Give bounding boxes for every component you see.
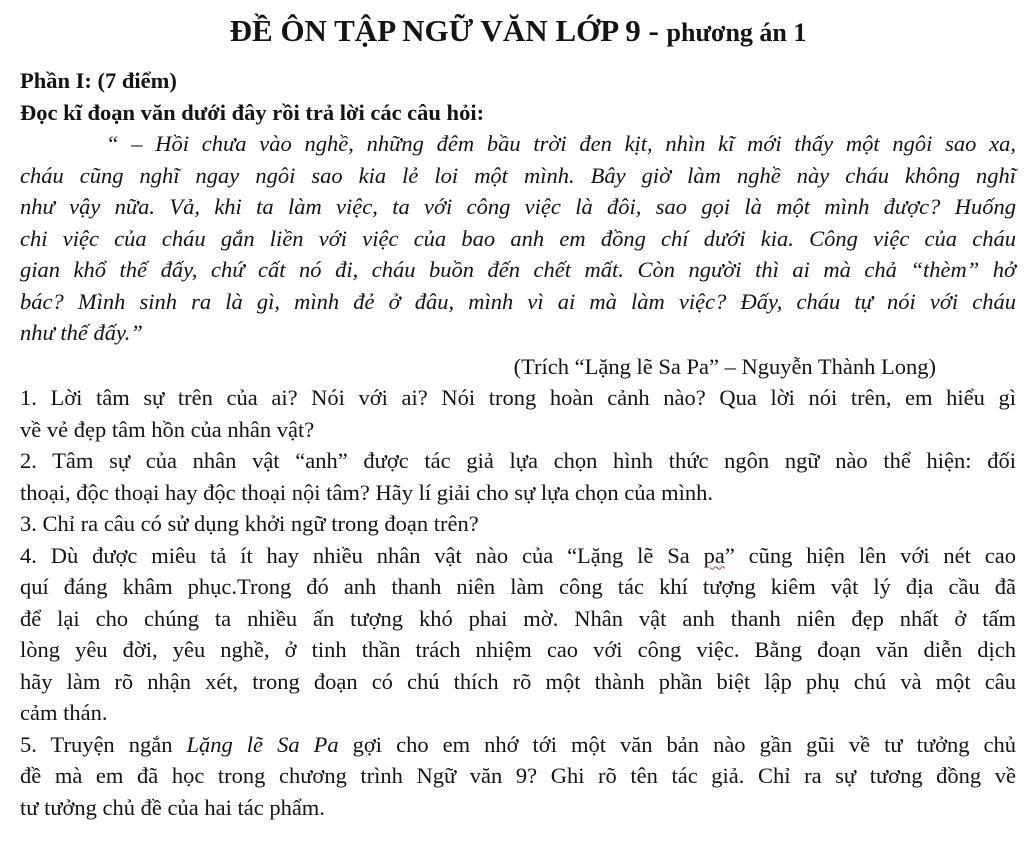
question-line: 3. Chỉ ra câu có sử dụng khởi ngữ trong đoạn trên? [20, 511, 479, 536]
question-line [20, 540, 1016, 572]
q5-text-before: 5. Truyện ngắn [20, 731, 187, 757]
q4-text-before: 4. Dù được miêu tả ít hay nhiều nhân vật nào của “Lặng lẽ Sa [20, 542, 704, 568]
question-line: lòng yêu đời, yêu nghề, ở tinh thần trách nhiệm cao với công việc. Bằng đoạn văn diễn dịch [20, 637, 1016, 662]
question-line: 1. Lời tâm sự trên của ai? Nói với ai? Nói trong hoàn cảnh nào? Qua lời nói trên, em hiểu gì [20, 385, 1016, 410]
question-line: 2. Tâm sự của nhân vật “anh” được tác giả lựa chọn hình thức ngôn ngữ nào thể hiện: đối [20, 448, 1016, 473]
part-heading: Phần I: (7 điểm) [20, 68, 177, 93]
passage-line: bác? Mình sinh ra là gì, mình đẻ ở đâu, mình vì ai mà làm việc? Đấy, cháu tự nói với cháu [20, 288, 1016, 314]
question-line: đề mà em đã học trong chương trình Ngữ văn 9? Ghi rõ tên tác giả. Chỉ ra sự tương đồng về [20, 763, 1016, 788]
q4-text-after: ” cũng hiện lên với nét cao [724, 542, 1016, 568]
question-line [20, 729, 1016, 761]
question-line: quí đáng khâm phục.Trong đó anh thanh niên làm công tác khí tượng kiêm vật lý địa cầu đã [20, 574, 1016, 599]
title-sub: phương án 1 [666, 18, 807, 47]
spellcheck-underlined-word: pa [703, 542, 725, 568]
question-3 [20, 508, 1016, 540]
passage-line: gian khổ thế đấy, chứ cất nó đi, cháu buồn đến chết mất. Còn người thì ai mà chả “thèm” hở [20, 257, 1016, 282]
document-title [20, 0, 1016, 54]
question-line: thoại, độc thoại hay độc thoại nội tâm? Hãy lí giải cho sự lựa chọn của mình. [20, 479, 713, 505]
q5-work-title: Lặng lẽ Sa Pa [186, 731, 339, 757]
question-1 [20, 382, 1016, 445]
passage-source: (Trích “Lặng lẽ Sa Pa” – Nguyễn Thành Long) [513, 353, 936, 379]
question-line: để lại cho chúng ta nhiều ấn tượng khó phai mờ. Nhân vật anh thanh niên đẹp nhất ở tấm [20, 605, 1016, 631]
passage-line: như vậy nữa. Vả, khi ta làm việc, ta với công việc là đôi, sao gọi là một mình được? Huống [20, 194, 1016, 219]
question-line: về vẻ đẹp tâm hồn của nhân vật? [20, 416, 315, 442]
question-line: hãy làm rõ nhận xét, trong đoạn có chú thích rõ một thành phần biệt lập phụ chú và một câu [20, 668, 1016, 694]
question-line: tư tưởng chủ đề của hai tác phẩm. [20, 794, 325, 820]
passage-line: cháu cũng nghĩ ngay ngôi sao kia lẻ loi một mình. Bây giờ làm nghề này cháu không nghĩ [20, 162, 1016, 188]
title-main: ĐỀ ÔN TẬP NGỮ VĂN LỚP 9 - [229, 13, 667, 48]
question-2 [20, 445, 1016, 508]
question-5 [20, 729, 1016, 824]
passage-line: như thế đấy.” [20, 320, 143, 345]
passage-line: “ – Hồi chưa vào nghề, những đêm bầu trời đen kịt, nhìn kĩ mới thấy một ngôi sao xa, [106, 131, 1016, 156]
question-4 [20, 540, 1016, 729]
instruction: Đọc kĩ đoạn văn dưới đây rồi trả lời các câu hỏi: [20, 99, 485, 125]
passage [20, 128, 1016, 349]
passage-line: chi việc của cháu gắn liền với việc của bao anh em đồng chí dưới kia. Công việc của cháu [20, 225, 1016, 251]
question-line: cảm thán. [20, 700, 108, 725]
q5-text-after: gợi cho em nhớ tới một văn bản nào gần gũi về tư tưởng chủ [338, 731, 1017, 757]
